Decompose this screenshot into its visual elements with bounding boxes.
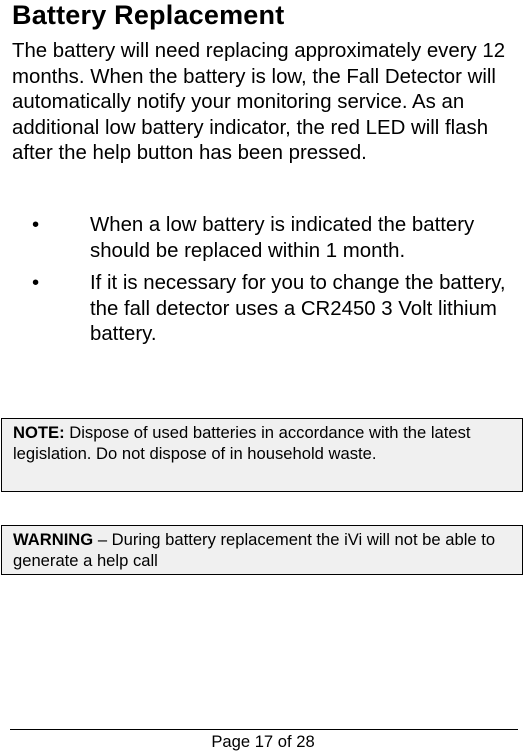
- warning-text: – During battery replacement the iVi will not be able to generate a help call: [13, 530, 496, 570]
- warning-box: [1, 525, 523, 575]
- page-number: Page 17 of 28: [211, 732, 315, 751]
- bullet-item: [0, 213, 520, 264]
- note-text: Dispose of used batteries in accordance with the latest legislation. Do not dispose of in household waste.: [13, 423, 471, 463]
- warning-label: WARNING: [13, 530, 94, 549]
- bullet-text: When a low battery is indicated the battery should be replaced within 1 month.: [90, 214, 475, 262]
- intro-paragraph: The battery will need replacing approximately every 12 months. When the battery is low, the Fall Detector will automatically notify your monitoring service. As an additional low battery indicator, the red LED will flash after the help button has been pressed.: [12, 40, 506, 164]
- footer-divider: [10, 729, 518, 730]
- page-title: Battery Replacement: [12, 0, 285, 30]
- note-box: [1, 418, 523, 492]
- bullet-list: [0, 213, 526, 355]
- bullet-marker: •: [32, 214, 40, 236]
- note-label: NOTE:: [13, 423, 65, 442]
- bullet-item: [0, 271, 520, 348]
- bullet-marker: •: [32, 272, 40, 294]
- bullet-text: If it is necessary for you to change the battery, the fall detector uses a CR2450 3 Volt lithium battery.: [90, 272, 506, 345]
